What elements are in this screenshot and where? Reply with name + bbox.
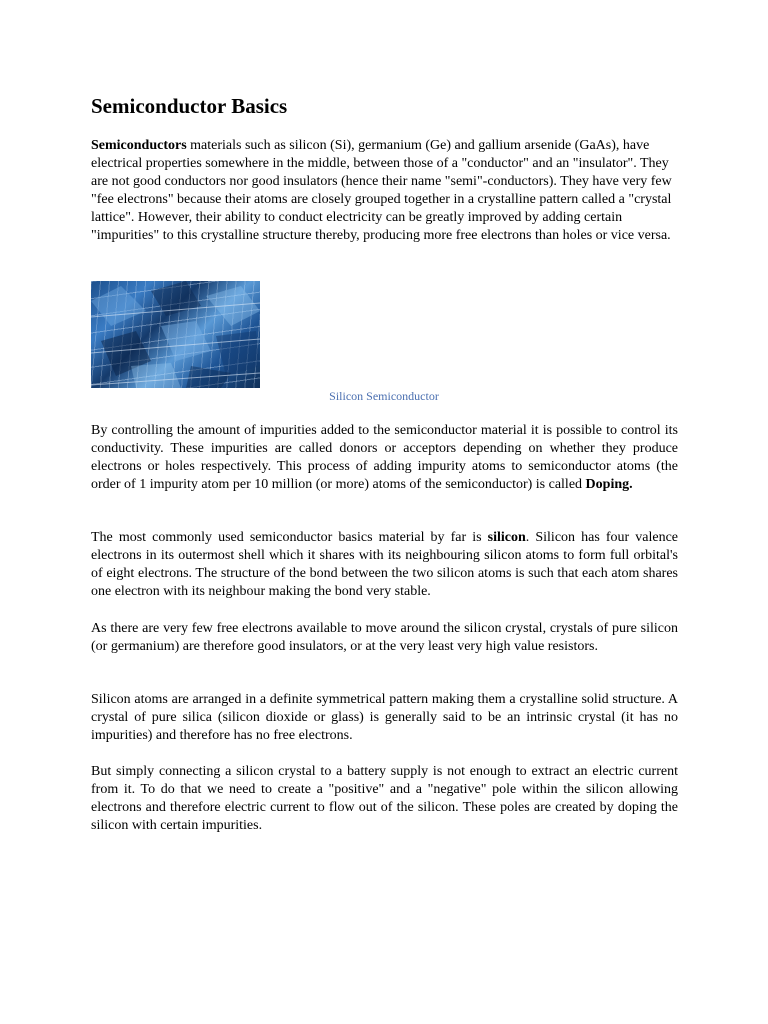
page-title: Semiconductor Basics (91, 94, 288, 118)
doping-bold-term: Doping. (585, 477, 633, 492)
silicon-text-before: The most commonly used semiconductor basics material by far is (91, 530, 488, 545)
intro-bold-term: Semiconductors (91, 138, 187, 153)
silicon-text-after: . Silicon has four valence electrons in its outermost shell which it shares with its neighbouring silicon atoms to form full orbital's of eight electrons. The structure of the bond between the two silicon atoms is such that each atom shares one electron with its neighbour making the bond very stable. (91, 530, 678, 599)
crystal-facets-graphic (91, 281, 260, 388)
crystal-structure-paragraph: Silicon atoms are arranged in a definite symmetrical pattern making them a crystalline solid structure. A crystal of pure silica (silicon dioxide or glass) is generally said to be an intrinsic crystal (it has no impurities) and therefore has no free electrons. (91, 692, 678, 743)
doping-text: By controlling the amount of impurities added to the semiconductor material it is possible to control its conductivity. These impurities are called donors or acceptors depending on whether they produce electrons or holes respectively. This process of adding impurity atoms to semiconductor atoms (the order of 1 impurity atom per 10 million (or more) atoms of the semiconductor) is called (91, 423, 678, 492)
insulators-paragraph: As there are very few free electrons available to move around the silicon crystal, crystals of pure silicon (or germanium) are therefore good insulators, or at the very least very high value resistors. (91, 621, 678, 654)
doping-paragraph (91, 422, 678, 494)
battery-paragraph: But simply connecting a silicon crystal to a battery supply is not enough to extract an electric current from it. To do that we need to create a "positive" and a "negative" pole within the silicon allowing electrons and therefore electric current to flow out of the silicon. These poles are created by doping the silicon with certain impurities. (91, 764, 678, 833)
silicon-paragraph (91, 529, 678, 601)
silicon-bold-term: silicon (487, 530, 526, 545)
intro-text: materials such as silicon (Si), germanium (Ge) and gallium arsenide (GaAs), have electrical properties somewhere in the middle, between those of a "conductor" and an "insulator". They are not good conductors nor good insulators (hence their name "semi"-conductors). They have very few "fee electrons" because their atoms are closely grouped together in a crystalline pattern called a "crystal lattice". However, their ability to conduct electricity can be greatly improved by adding certain "impurities" to this crystalline structure thereby, producing more free electrons than holes or vice versa. (91, 138, 672, 243)
figure-caption: Silicon Semiconductor (329, 389, 439, 403)
silicon-crystal-image (91, 281, 260, 388)
intro-paragraph (91, 137, 678, 245)
